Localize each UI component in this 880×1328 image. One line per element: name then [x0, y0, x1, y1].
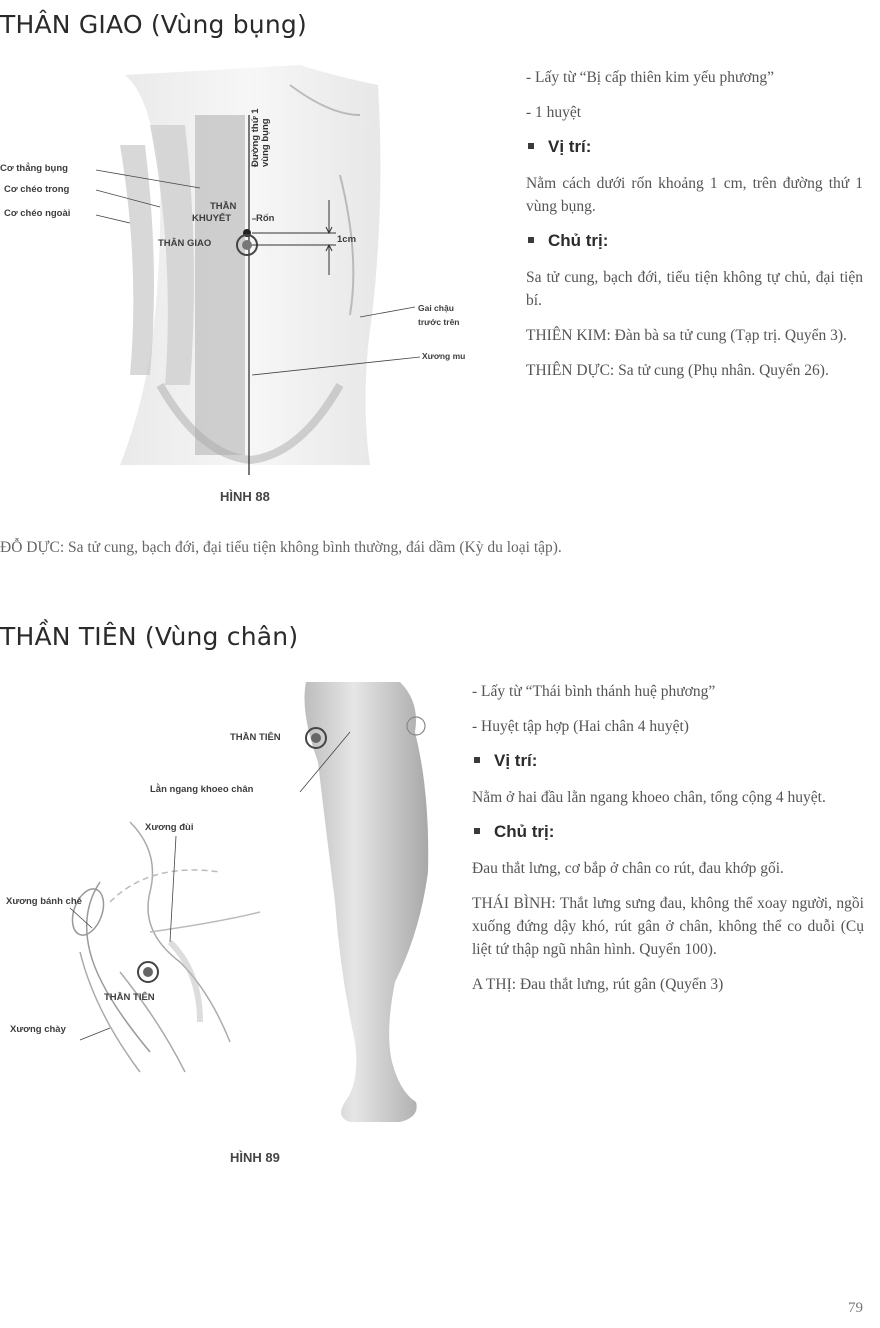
- a-thi-text: A THỊ: Đau thắt lưng, rút gân (Quyển 3): [472, 976, 724, 993]
- count-text: - Huyệt tập hợp (Hai chân 4 huyệt): [472, 718, 689, 735]
- chu-tri-heading: Chủ trị:: [472, 821, 864, 843]
- vi-tri-heading: Vị trí:: [472, 750, 864, 772]
- section1-text-column: [526, 66, 863, 394]
- label-co-cheo-ngoai: Cơ chéo ngoài: [4, 208, 71, 219]
- vi-tri-heading: Vị trí:: [526, 136, 863, 158]
- thien-kim-text: THIÊN KIM: Đàn bà sa tử cung (Tạp trị. Quyển 3).: [526, 327, 847, 344]
- label-xuong-chay: Xương chày: [10, 1024, 66, 1035]
- chu-tri-text: Sa tử cung, bạch đới, tiểu tiện không tự chủ, đại tiện bí.: [526, 269, 863, 309]
- section-title-than-tien: THẦN TIÊN (Vùng chân): [0, 622, 299, 651]
- do-duc-paragraph: ĐỖ DỰC: Sa tử cung, bạch đới, đại tiểu tiện không bình thường, đái dầm (Kỳ du loại tập).: [0, 539, 562, 556]
- label-gai-chau-2: trước trên: [418, 317, 460, 327]
- bullet-icon: [528, 143, 534, 149]
- rectus-muscle: [195, 115, 245, 455]
- label-line1: Đường thứ 1: [250, 108, 261, 167]
- chu-tri-text: Đau thắt lưng, cơ bắp ở chân co rút, đau khớp gối.: [472, 860, 784, 877]
- label-than-khuyet-2: KHUYẾT: [192, 213, 232, 224]
- chu-tri-heading: Chủ trị:: [526, 230, 863, 252]
- section-title-than-giao: THÂN GIAO (Vùng bụng): [0, 10, 307, 39]
- figure-89: [0, 672, 450, 1172]
- figure-88: [0, 55, 500, 515]
- label-than-tien-top: THẦN TIÊN: [230, 732, 281, 743]
- section2-text-column: [472, 680, 864, 1008]
- figure-89-caption: HÌNH 89: [230, 1150, 280, 1165]
- thien-duc-text: THIÊN DỰC: Sa tử cung (Phụ nhân. Quyển 26).: [526, 362, 829, 379]
- thai-binh-text: THÁI BÌNH: Thắt lưng sưng đau, không thể xoay người, ngồi xuống đứng dậy khó, rút gân ở chân, không thể co duỗi (Cụ liệt tứ thập ngũ nhân hình. Quyển 100).: [472, 895, 864, 958]
- abdomen-illustration: [0, 55, 500, 515]
- vi-tri-text: Nằm ở hai đầu lằn ngang khoeo chân, tổng cộng 4 huyệt.: [472, 789, 826, 806]
- label-xuong-banh-che: Xương bánh chè: [6, 896, 82, 907]
- page-number: 79: [848, 1300, 863, 1316]
- bullet-icon: [528, 237, 534, 243]
- label-line2: vùng bụng: [260, 118, 271, 167]
- leg-illustration: [0, 672, 450, 1172]
- vi-tri-text: Nằm cách dưới rốn khoảng 1 cm, trên đường thứ 1 vùng bụng.: [526, 175, 863, 215]
- label-than-giao: THÂN GIAO: [158, 238, 212, 249]
- bullet-icon: [474, 828, 480, 834]
- figure-88-caption: HÌNH 88: [220, 489, 270, 504]
- label-than-tien-mid: THẦN TIÊN: [104, 992, 155, 1003]
- source-text: - Lấy từ “Thái bình thánh huệ phương”: [472, 683, 716, 700]
- label-co-cheo-trong: Cơ chéo trong: [4, 184, 70, 195]
- count-text: - 1 huyệt: [526, 104, 582, 121]
- label-than-khuyet-1: THẦN: [210, 201, 237, 212]
- bullet-icon: [474, 757, 480, 763]
- label-xuong-dui: Xương đùi: [145, 822, 194, 833]
- label-1cm: 1cm: [337, 234, 357, 245]
- label-xuong-mu: Xương mu: [422, 351, 466, 361]
- label-gai-chau-1: Gai chậu: [418, 303, 454, 313]
- label-lan-ngang-khoeo: Lằn ngang khoeo chân: [150, 784, 254, 795]
- label-co-thang-bung: Cơ thẳng bụng: [0, 163, 68, 174]
- source-text: - Lấy từ “Bị cấp thiên kim yếu phương”: [526, 69, 774, 86]
- leg-shape: [305, 682, 429, 1122]
- label-ron: Rốn: [256, 213, 275, 224]
